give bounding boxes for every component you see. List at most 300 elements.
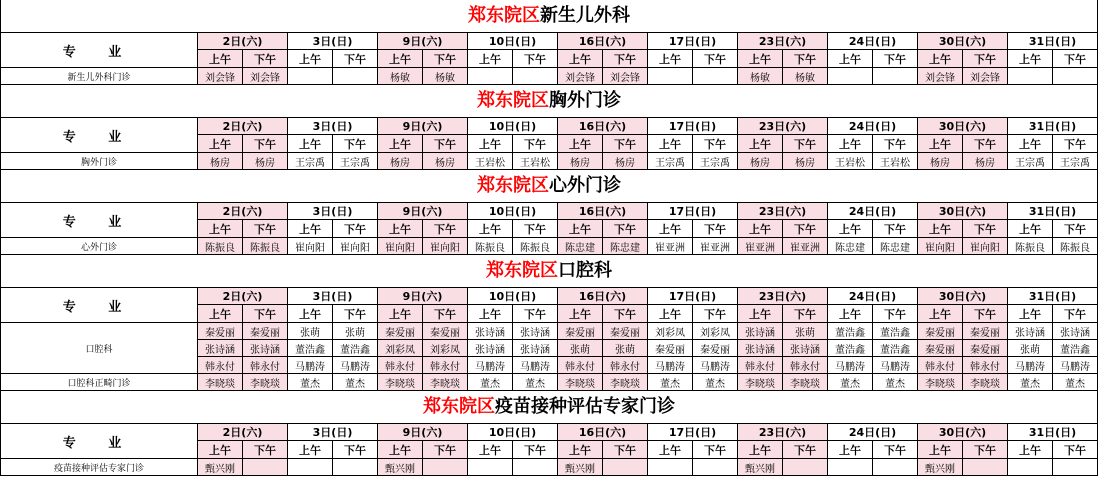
doctor-cell: 马鹏涛 [828, 357, 873, 374]
department-section [0, 391, 1098, 476]
am-header: 上午 [1008, 220, 1053, 238]
doctor-cell: 秦爱丽 [558, 323, 603, 340]
am-header: 上午 [198, 441, 243, 459]
campus-name: 郑东院区 [468, 5, 540, 26]
schedule-table [0, 202, 1098, 255]
doctor-cell: 董杰 [873, 374, 918, 391]
doctor-cell: 董杰 [333, 374, 378, 391]
doctor-cell: 张诗涵 [513, 323, 558, 340]
day-header: 2日(六) [198, 203, 288, 220]
am-header: 上午 [198, 305, 243, 323]
day-header: 9日(六) [378, 424, 468, 441]
pm-header: 下午 [783, 220, 828, 238]
doctor-cell [288, 68, 333, 85]
pm-header: 下午 [423, 305, 468, 323]
day-header: 2日(六) [198, 118, 288, 135]
day-header: 3日(日) [288, 33, 378, 50]
pm-header: 下午 [963, 220, 1008, 238]
doctor-cell: 张萌 [783, 323, 828, 340]
doctor-cell: 秦爱丽 [378, 323, 423, 340]
day-header: 10日(日) [468, 424, 558, 441]
row-label: 口腔科 [1, 323, 198, 374]
doctor-cell [288, 459, 333, 476]
pm-header: 下午 [423, 135, 468, 153]
doctor-cell: 杨敏 [423, 68, 468, 85]
am-header: 上午 [288, 220, 333, 238]
doctor-cell: 张萌 [1008, 340, 1053, 357]
doctor-cell [1008, 68, 1053, 85]
specialty-header: 专 业 [1, 33, 198, 68]
campus-name: 郑东院区 [486, 260, 558, 281]
doctor-cell: 陈振良 [1008, 238, 1053, 255]
day-header: 16日(六) [558, 288, 648, 305]
am-header: 上午 [738, 220, 783, 238]
am-header: 上午 [738, 441, 783, 459]
pm-header: 下午 [603, 305, 648, 323]
day-header: 16日(六) [558, 118, 648, 135]
am-header: 上午 [378, 305, 423, 323]
pm-header: 下午 [783, 50, 828, 68]
day-header: 30日(六) [918, 288, 1008, 305]
pm-header: 下午 [873, 50, 918, 68]
row-label: 疫苗接种评估专家门诊 [1, 459, 198, 476]
doctor-cell: 李晓琰 [738, 374, 783, 391]
doctor-cell [828, 68, 873, 85]
am-header: 上午 [648, 50, 693, 68]
doctor-cell: 王岩松 [873, 153, 918, 170]
department-section [0, 0, 1098, 85]
doctor-cell: 董浩鑫 [828, 340, 873, 357]
doctor-cell [603, 459, 648, 476]
am-header: 上午 [1008, 50, 1053, 68]
doctor-cell: 崔亚洲 [648, 238, 693, 255]
pm-header: 下午 [333, 220, 378, 238]
pm-header: 下午 [873, 135, 918, 153]
doctor-cell: 韩永付 [783, 357, 828, 374]
doctor-cell: 马鹏涛 [468, 357, 513, 374]
am-header: 上午 [918, 305, 963, 323]
department-name: 新生儿外科 [540, 5, 630, 26]
table-row [1, 238, 1098, 255]
pm-header: 下午 [963, 441, 1008, 459]
doctor-cell: 秦爱丽 [918, 323, 963, 340]
doctor-cell: 马鹏涛 [873, 357, 918, 374]
pm-header: 下午 [333, 135, 378, 153]
pm-header: 下午 [513, 305, 558, 323]
pm-header: 下午 [333, 305, 378, 323]
am-header: 上午 [918, 135, 963, 153]
doctor-cell: 马鹏涛 [648, 357, 693, 374]
pm-header: 下午 [693, 220, 738, 238]
doctor-cell [468, 68, 513, 85]
department-name: 胸外门诊 [549, 90, 621, 111]
schedule-table [0, 117, 1098, 170]
doctor-cell: 张诗涵 [738, 340, 783, 357]
doctor-cell: 王宗禹 [1053, 153, 1098, 170]
pm-header: 下午 [423, 50, 468, 68]
doctor-cell [1053, 68, 1098, 85]
doctor-cell: 陈忠建 [603, 238, 648, 255]
doctor-cell: 董杰 [1008, 374, 1053, 391]
day-header: 2日(六) [198, 424, 288, 441]
am-header: 上午 [468, 220, 513, 238]
row-label: 胸外门诊 [1, 153, 198, 170]
day-header: 30日(六) [918, 118, 1008, 135]
day-header: 10日(日) [468, 118, 558, 135]
am-header: 上午 [558, 50, 603, 68]
am-header: 上午 [918, 50, 963, 68]
doctor-cell: 崔亚洲 [738, 238, 783, 255]
pm-header: 下午 [783, 305, 828, 323]
day-header: 3日(日) [288, 203, 378, 220]
doctor-cell: 杨房 [963, 153, 1008, 170]
doctor-cell: 张萌 [558, 340, 603, 357]
day-header: 17日(日) [648, 288, 738, 305]
doctor-cell: 张诗涵 [468, 323, 513, 340]
doctor-cell: 张诗涵 [783, 340, 828, 357]
day-header: 17日(日) [648, 33, 738, 50]
doctor-cell [513, 459, 558, 476]
doctor-cell [783, 459, 828, 476]
doctor-cell [1008, 459, 1053, 476]
doctor-cell [333, 68, 378, 85]
day-header: 31日(日) [1008, 33, 1098, 50]
doctor-cell: 李晓琰 [558, 374, 603, 391]
doctor-cell: 陈振良 [198, 238, 243, 255]
doctor-cell: 董杰 [1053, 374, 1098, 391]
doctor-cell: 杨房 [198, 153, 243, 170]
doctor-cell: 甄兴刚 [378, 459, 423, 476]
day-header: 24日(日) [828, 288, 918, 305]
day-header: 30日(六) [918, 33, 1008, 50]
doctor-cell: 张诗涵 [513, 340, 558, 357]
am-header: 上午 [828, 305, 873, 323]
table-row [1, 374, 1098, 391]
doctor-cell: 王宗禹 [333, 153, 378, 170]
specialty-header: 专 业 [1, 203, 198, 238]
day-header: 17日(日) [648, 118, 738, 135]
doctor-cell: 张诗涵 [468, 340, 513, 357]
doctor-cell: 杨房 [603, 153, 648, 170]
doctor-cell: 马鹏涛 [1053, 357, 1098, 374]
doctor-cell: 刘会锋 [963, 68, 1008, 85]
pm-header: 下午 [243, 305, 288, 323]
day-header: 10日(日) [468, 203, 558, 220]
pm-header: 下午 [1053, 50, 1098, 68]
schedule-table [0, 287, 1098, 391]
doctor-cell: 马鹏涛 [288, 357, 333, 374]
day-header: 9日(六) [378, 118, 468, 135]
am-header: 上午 [378, 135, 423, 153]
doctor-cell: 王岩松 [828, 153, 873, 170]
doctor-cell [693, 68, 738, 85]
pm-header: 下午 [1053, 441, 1098, 459]
doctor-cell: 杨房 [918, 153, 963, 170]
doctor-cell: 董杰 [693, 374, 738, 391]
doctor-cell: 马鹏涛 [693, 357, 738, 374]
department-section [0, 255, 1098, 391]
section-title [0, 0, 1098, 32]
day-header: 10日(日) [468, 288, 558, 305]
pm-header: 下午 [963, 50, 1008, 68]
doctor-cell [873, 68, 918, 85]
day-header: 2日(六) [198, 288, 288, 305]
pm-header: 下午 [423, 220, 468, 238]
doctor-cell [873, 459, 918, 476]
doctor-cell: 刘彩凤 [378, 340, 423, 357]
doctor-cell: 崔向阳 [918, 238, 963, 255]
doctor-cell: 李晓琰 [603, 374, 648, 391]
doctor-cell: 韩永付 [738, 357, 783, 374]
day-header: 24日(日) [828, 118, 918, 135]
pm-header: 下午 [513, 441, 558, 459]
doctor-cell: 杨敏 [783, 68, 828, 85]
doctor-cell: 李晓琰 [423, 374, 468, 391]
am-header: 上午 [648, 305, 693, 323]
doctor-cell: 马鹏涛 [1008, 357, 1053, 374]
doctor-cell: 刘会锋 [243, 68, 288, 85]
pm-header: 下午 [513, 135, 558, 153]
am-header: 上午 [1008, 305, 1053, 323]
campus-name: 郑东院区 [477, 175, 549, 196]
doctor-cell: 王宗禹 [693, 153, 738, 170]
doctor-cell: 李晓琰 [198, 374, 243, 391]
doctor-cell: 甄兴刚 [918, 459, 963, 476]
pm-header: 下午 [513, 50, 558, 68]
day-header: 30日(六) [918, 424, 1008, 441]
doctor-cell: 韩永付 [423, 357, 468, 374]
am-header: 上午 [648, 135, 693, 153]
doctor-cell [423, 459, 468, 476]
pm-header: 下午 [333, 441, 378, 459]
day-header: 2日(六) [198, 33, 288, 50]
pm-header: 下午 [693, 441, 738, 459]
doctor-cell [468, 459, 513, 476]
pm-header: 下午 [1053, 220, 1098, 238]
doctor-cell: 崔向阳 [423, 238, 468, 255]
day-header: 16日(六) [558, 203, 648, 220]
doctor-cell [693, 459, 738, 476]
am-header: 上午 [468, 441, 513, 459]
day-header: 17日(日) [648, 203, 738, 220]
campus-name: 郑东院区 [477, 90, 549, 111]
doctor-cell: 董杰 [828, 374, 873, 391]
doctor-cell [648, 459, 693, 476]
am-header: 上午 [198, 50, 243, 68]
doctor-cell: 李晓琰 [378, 374, 423, 391]
doctor-cell: 马鹏涛 [333, 357, 378, 374]
am-header: 上午 [288, 50, 333, 68]
doctor-cell: 刘彩凤 [423, 340, 468, 357]
day-header: 31日(日) [1008, 118, 1098, 135]
doctor-cell: 董杰 [513, 374, 558, 391]
doctor-cell: 杨房 [738, 153, 783, 170]
am-header: 上午 [288, 441, 333, 459]
doctor-cell: 杨房 [423, 153, 468, 170]
am-header: 上午 [558, 441, 603, 459]
doctor-cell: 秦爱丽 [198, 323, 243, 340]
day-header: 31日(日) [1008, 203, 1098, 220]
doctor-cell: 崔向阳 [333, 238, 378, 255]
pm-header: 下午 [1053, 135, 1098, 153]
doctor-cell: 李晓琰 [918, 374, 963, 391]
pm-header: 下午 [423, 441, 468, 459]
pm-header: 下午 [243, 220, 288, 238]
am-header: 上午 [558, 220, 603, 238]
doctor-cell: 张诗涵 [1008, 323, 1053, 340]
doctor-cell [243, 459, 288, 476]
doctor-cell: 陈振良 [513, 238, 558, 255]
doctor-cell [1053, 459, 1098, 476]
specialty-header: 专 业 [1, 424, 198, 459]
day-header: 31日(日) [1008, 288, 1098, 305]
am-header: 上午 [918, 220, 963, 238]
schedule-table [0, 32, 1098, 85]
doctor-cell [963, 459, 1008, 476]
doctor-cell: 董浩鑫 [873, 323, 918, 340]
doctor-cell [333, 459, 378, 476]
doctor-cell: 王宗禹 [1008, 153, 1053, 170]
department-name: 口腔科 [558, 260, 612, 281]
doctor-cell: 王宗禹 [288, 153, 333, 170]
row-label: 新生儿外科门诊 [1, 68, 198, 85]
doctor-cell: 刘彩凤 [693, 323, 738, 340]
campus-name: 郑东院区 [423, 396, 495, 417]
doctor-cell: 甄兴刚 [738, 459, 783, 476]
doctor-cell: 马鹏涛 [513, 357, 558, 374]
doctor-cell: 杨敏 [378, 68, 423, 85]
doctor-cell: 秦爱丽 [648, 340, 693, 357]
doctor-cell: 甄兴刚 [198, 459, 243, 476]
pm-header: 下午 [513, 220, 558, 238]
pm-header: 下午 [873, 305, 918, 323]
doctor-cell: 刘彩凤 [648, 323, 693, 340]
department-name: 心外门诊 [549, 175, 621, 196]
am-header: 上午 [378, 441, 423, 459]
department-section [0, 85, 1098, 170]
day-header: 16日(六) [558, 33, 648, 50]
doctor-cell: 秦爱丽 [693, 340, 738, 357]
day-header: 9日(六) [378, 203, 468, 220]
am-header: 上午 [198, 220, 243, 238]
am-header: 上午 [378, 220, 423, 238]
am-header: 上午 [648, 441, 693, 459]
am-header: 上午 [828, 50, 873, 68]
am-header: 上午 [558, 135, 603, 153]
pm-header: 下午 [873, 220, 918, 238]
section-title [0, 255, 1098, 287]
am-header: 上午 [828, 441, 873, 459]
doctor-cell: 崔向阳 [288, 238, 333, 255]
day-header: 24日(日) [828, 424, 918, 441]
doctor-cell: 王岩松 [513, 153, 558, 170]
pm-header: 下午 [603, 50, 648, 68]
doctor-cell: 张诗涵 [243, 340, 288, 357]
doctor-cell: 张萌 [333, 323, 378, 340]
doctor-cell: 刘会锋 [603, 68, 648, 85]
day-header: 23日(六) [738, 288, 828, 305]
day-header: 24日(日) [828, 203, 918, 220]
am-header: 上午 [378, 50, 423, 68]
doctor-cell: 陈忠建 [873, 238, 918, 255]
day-header: 3日(日) [288, 424, 378, 441]
section-title [0, 391, 1098, 423]
doctor-cell: 韩永付 [558, 357, 603, 374]
day-header: 3日(日) [288, 118, 378, 135]
doctor-cell: 刘会锋 [918, 68, 963, 85]
doctor-cell: 韩永付 [198, 357, 243, 374]
doctor-cell [513, 68, 558, 85]
am-header: 上午 [198, 135, 243, 153]
doctor-cell: 陈振良 [243, 238, 288, 255]
doctor-cell: 张诗涵 [738, 323, 783, 340]
day-header: 17日(日) [648, 424, 738, 441]
doctor-cell: 李晓琰 [243, 374, 288, 391]
am-header: 上午 [468, 50, 513, 68]
pm-header: 下午 [603, 135, 648, 153]
doctor-cell: 甄兴刚 [558, 459, 603, 476]
doctor-cell: 刘会锋 [198, 68, 243, 85]
doctor-cell: 杨房 [378, 153, 423, 170]
doctor-cell: 刘会锋 [558, 68, 603, 85]
doctor-cell: 崔亚洲 [783, 238, 828, 255]
day-header: 9日(六) [378, 288, 468, 305]
doctor-cell: 韩永付 [243, 357, 288, 374]
day-header: 3日(日) [288, 288, 378, 305]
doctor-cell: 李晓琰 [783, 374, 828, 391]
doctor-cell: 王岩松 [468, 153, 513, 170]
doctor-cell: 董浩鑫 [828, 323, 873, 340]
doctor-cell: 陈忠建 [828, 238, 873, 255]
doctor-cell: 崔亚洲 [693, 238, 738, 255]
doctor-cell: 张萌 [288, 323, 333, 340]
specialty-header: 专 业 [1, 118, 198, 153]
pm-header: 下午 [783, 135, 828, 153]
section-title [0, 85, 1098, 117]
pm-header: 下午 [963, 135, 1008, 153]
doctor-cell: 董浩鑫 [1053, 340, 1098, 357]
pm-header: 下午 [1053, 305, 1098, 323]
doctor-cell: 王宗禹 [648, 153, 693, 170]
doctor-cell: 韩永付 [378, 357, 423, 374]
am-header: 上午 [558, 305, 603, 323]
am-header: 上午 [468, 305, 513, 323]
am-header: 上午 [288, 135, 333, 153]
section-title [0, 170, 1098, 202]
day-header: 31日(日) [1008, 424, 1098, 441]
pm-header: 下午 [603, 441, 648, 459]
pm-header: 下午 [243, 441, 288, 459]
doctor-cell: 秦爱丽 [243, 323, 288, 340]
doctor-cell: 张诗涵 [1053, 323, 1098, 340]
doctor-cell: 董浩鑫 [873, 340, 918, 357]
doctor-cell: 董浩鑫 [333, 340, 378, 357]
day-header: 10日(日) [468, 33, 558, 50]
doctor-cell: 崔向阳 [963, 238, 1008, 255]
day-header: 23日(六) [738, 118, 828, 135]
am-header: 上午 [288, 305, 333, 323]
doctor-cell: 张诗涵 [198, 340, 243, 357]
doctor-cell: 杨房 [243, 153, 288, 170]
day-header: 23日(六) [738, 424, 828, 441]
day-header: 23日(六) [738, 33, 828, 50]
department-section [0, 170, 1098, 255]
doctor-cell [828, 459, 873, 476]
am-header: 上午 [828, 220, 873, 238]
am-header: 上午 [1008, 441, 1053, 459]
doctor-cell: 陈振良 [1053, 238, 1098, 255]
am-header: 上午 [648, 220, 693, 238]
